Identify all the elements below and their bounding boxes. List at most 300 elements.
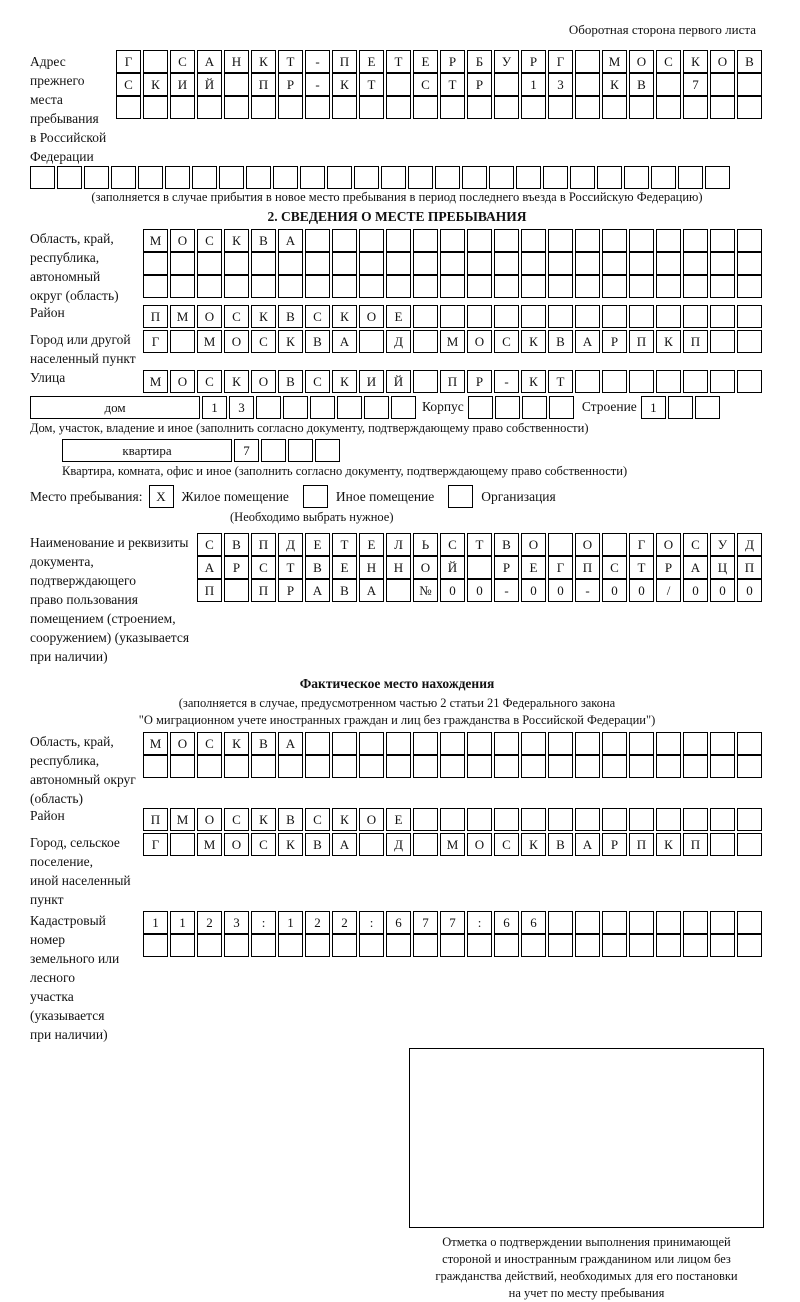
char-cell[interactable] — [440, 755, 465, 778]
char-cell[interactable] — [521, 305, 546, 328]
char-cell[interactable]: С — [305, 305, 330, 328]
char-cell[interactable]: М — [170, 808, 195, 831]
char-cell[interactable] — [278, 275, 303, 298]
char-cell[interactable]: Р — [224, 556, 249, 579]
char-cell[interactable] — [575, 370, 600, 393]
char-cell[interactable] — [651, 166, 676, 189]
char-cell[interactable] — [413, 808, 438, 831]
char-cell[interactable] — [332, 252, 357, 275]
char-cell[interactable] — [710, 252, 735, 275]
char-cell[interactable] — [548, 808, 573, 831]
char-cell[interactable] — [710, 833, 735, 856]
char-cell[interactable] — [170, 934, 195, 957]
cell-row[interactable] — [143, 229, 764, 252]
char-cell[interactable]: С — [170, 50, 195, 73]
cell-row[interactable] — [116, 50, 764, 73]
char-cell[interactable]: Й — [386, 370, 411, 393]
char-cell[interactable] — [602, 911, 627, 934]
char-cell[interactable] — [629, 252, 654, 275]
char-cell[interactable]: 3 — [548, 73, 573, 96]
char-cell[interactable] — [440, 934, 465, 957]
char-cell[interactable] — [251, 275, 276, 298]
char-cell[interactable]: И — [359, 370, 384, 393]
char-cell[interactable]: К — [521, 330, 546, 353]
char-cell[interactable] — [278, 755, 303, 778]
char-cell[interactable]: - — [494, 579, 519, 602]
char-cell[interactable]: Р — [602, 330, 627, 353]
char-cell[interactable]: : — [359, 911, 384, 934]
char-cell[interactable] — [494, 275, 519, 298]
char-cell[interactable] — [575, 229, 600, 252]
char-cell[interactable] — [656, 911, 681, 934]
char-cell[interactable] — [710, 732, 735, 755]
char-cell[interactable]: М — [602, 50, 627, 73]
char-cell[interactable]: К — [251, 50, 276, 73]
char-cell[interactable]: Р — [467, 370, 492, 393]
char-cell[interactable] — [278, 252, 303, 275]
char-cell[interactable]: Л — [386, 533, 411, 556]
char-cell[interactable] — [737, 229, 762, 252]
char-cell[interactable]: - — [575, 579, 600, 602]
char-cell[interactable] — [467, 808, 492, 831]
char-cell[interactable] — [683, 305, 708, 328]
char-cell[interactable] — [305, 732, 330, 755]
char-cell[interactable] — [440, 229, 465, 252]
char-cell[interactable]: 1 — [170, 911, 195, 934]
char-cell[interactable] — [224, 96, 249, 119]
char-cell[interactable] — [305, 755, 330, 778]
cell-row[interactable] — [116, 96, 764, 119]
char-cell[interactable] — [737, 96, 762, 119]
char-cell[interactable] — [710, 229, 735, 252]
char-cell[interactable] — [165, 166, 190, 189]
char-cell[interactable] — [656, 755, 681, 778]
cell-row[interactable] — [143, 370, 764, 393]
char-cell[interactable] — [391, 396, 416, 419]
char-cell[interactable]: Н — [359, 556, 384, 579]
char-cell[interactable] — [548, 732, 573, 755]
char-cell[interactable]: 7 — [413, 911, 438, 934]
char-cell[interactable] — [656, 934, 681, 957]
char-cell[interactable]: С — [656, 50, 681, 73]
char-cell[interactable] — [575, 808, 600, 831]
char-cell[interactable] — [467, 275, 492, 298]
char-cell[interactable] — [224, 755, 249, 778]
char-cell[interactable] — [359, 732, 384, 755]
char-cell[interactable]: С — [251, 833, 276, 856]
char-cell[interactable]: Е — [386, 305, 411, 328]
char-cell[interactable] — [521, 275, 546, 298]
char-cell[interactable]: С — [251, 556, 276, 579]
char-cell[interactable] — [251, 934, 276, 957]
char-cell[interactable]: - — [305, 50, 330, 73]
char-cell[interactable] — [656, 275, 681, 298]
char-cell[interactable]: Г — [548, 556, 573, 579]
char-cell[interactable]: К — [143, 73, 168, 96]
cell-row[interactable] — [143, 252, 764, 275]
char-cell[interactable]: Е — [386, 808, 411, 831]
char-cell[interactable]: М — [197, 833, 222, 856]
char-cell[interactable]: К — [656, 330, 681, 353]
char-cell[interactable] — [354, 166, 379, 189]
char-cell[interactable] — [386, 252, 411, 275]
char-cell[interactable] — [359, 96, 384, 119]
char-cell[interactable] — [521, 252, 546, 275]
char-cell[interactable]: С — [116, 73, 141, 96]
char-cell[interactable]: П — [629, 330, 654, 353]
char-cell[interactable] — [467, 305, 492, 328]
char-cell[interactable] — [629, 305, 654, 328]
char-cell[interactable] — [548, 96, 573, 119]
char-cell[interactable]: С — [197, 370, 222, 393]
char-cell[interactable] — [359, 275, 384, 298]
char-cell[interactable] — [629, 911, 654, 934]
char-cell[interactable] — [737, 275, 762, 298]
char-cell[interactable]: О — [629, 50, 654, 73]
char-cell[interactable] — [435, 166, 460, 189]
char-cell[interactable]: К — [683, 50, 708, 73]
char-cell[interactable] — [283, 396, 308, 419]
char-cell[interactable]: 0 — [548, 579, 573, 602]
char-cell[interactable] — [683, 252, 708, 275]
char-cell[interactable]: К — [224, 229, 249, 252]
char-cell[interactable]: Г — [143, 330, 168, 353]
char-cell[interactable]: Г — [629, 533, 654, 556]
char-cell[interactable] — [668, 396, 693, 419]
char-cell[interactable]: 2 — [197, 911, 222, 934]
char-cell[interactable] — [683, 808, 708, 831]
char-cell[interactable]: Д — [737, 533, 762, 556]
char-cell[interactable] — [278, 96, 303, 119]
char-cell[interactable] — [629, 808, 654, 831]
char-cell[interactable]: П — [143, 305, 168, 328]
char-cell[interactable]: 1 — [202, 396, 227, 419]
char-cell[interactable]: С — [602, 556, 627, 579]
char-cell[interactable]: П — [251, 73, 276, 96]
char-cell[interactable]: М — [143, 370, 168, 393]
char-cell[interactable] — [84, 166, 109, 189]
char-cell[interactable]: А — [332, 833, 357, 856]
char-cell[interactable] — [332, 275, 357, 298]
char-cell[interactable] — [197, 96, 222, 119]
char-cell[interactable]: Р — [521, 50, 546, 73]
cell-row[interactable] — [202, 396, 418, 419]
char-cell[interactable] — [408, 166, 433, 189]
char-cell[interactable]: Д — [386, 833, 411, 856]
char-cell[interactable]: Г — [143, 833, 168, 856]
char-cell[interactable] — [138, 166, 163, 189]
char-cell[interactable] — [197, 252, 222, 275]
char-cell[interactable]: : — [251, 911, 276, 934]
char-cell[interactable]: Е — [521, 556, 546, 579]
char-cell[interactable]: - — [494, 370, 519, 393]
char-cell[interactable]: Г — [116, 50, 141, 73]
char-cell[interactable]: П — [332, 50, 357, 73]
char-cell[interactable] — [386, 934, 411, 957]
char-cell[interactable]: А — [575, 330, 600, 353]
char-cell[interactable]: № — [413, 579, 438, 602]
char-cell[interactable]: А — [197, 50, 222, 73]
char-cell[interactable]: В — [737, 50, 762, 73]
char-cell[interactable] — [737, 732, 762, 755]
char-cell[interactable]: В — [278, 370, 303, 393]
char-cell[interactable] — [224, 252, 249, 275]
char-cell[interactable]: Т — [359, 73, 384, 96]
char-cell[interactable] — [170, 833, 195, 856]
char-cell[interactable]: Р — [602, 833, 627, 856]
char-cell[interactable] — [548, 934, 573, 957]
char-cell[interactable]: Р — [656, 556, 681, 579]
char-cell[interactable]: 7 — [440, 911, 465, 934]
char-cell[interactable] — [602, 934, 627, 957]
char-cell[interactable]: П — [440, 370, 465, 393]
char-cell[interactable]: Т — [386, 50, 411, 73]
char-cell[interactable] — [467, 229, 492, 252]
cell-row[interactable] — [143, 911, 764, 934]
char-cell[interactable]: О — [467, 833, 492, 856]
char-cell[interactable]: К — [656, 833, 681, 856]
char-cell[interactable] — [246, 166, 271, 189]
char-cell[interactable] — [413, 330, 438, 353]
char-cell[interactable] — [516, 166, 541, 189]
char-cell[interactable] — [381, 166, 406, 189]
char-cell[interactable]: Р — [278, 73, 303, 96]
char-cell[interactable] — [737, 833, 762, 856]
char-cell[interactable] — [413, 934, 438, 957]
char-cell[interactable] — [413, 755, 438, 778]
char-cell[interactable]: 0 — [521, 579, 546, 602]
char-cell[interactable] — [602, 533, 627, 556]
char-cell[interactable] — [710, 330, 735, 353]
char-cell[interactable] — [494, 755, 519, 778]
char-cell[interactable] — [629, 96, 654, 119]
cell-row[interactable] — [116, 73, 764, 96]
char-cell[interactable]: 0 — [683, 579, 708, 602]
cell-row[interactable] — [143, 305, 764, 328]
char-cell[interactable]: Ц — [710, 556, 735, 579]
char-cell[interactable]: В — [278, 305, 303, 328]
char-cell[interactable]: А — [683, 556, 708, 579]
char-cell[interactable]: О — [251, 370, 276, 393]
char-cell[interactable] — [224, 275, 249, 298]
char-cell[interactable] — [548, 305, 573, 328]
cell-row[interactable] — [197, 556, 764, 579]
char-cell[interactable]: О — [521, 533, 546, 556]
char-cell[interactable] — [602, 275, 627, 298]
char-cell[interactable]: П — [575, 556, 600, 579]
char-cell[interactable]: А — [278, 229, 303, 252]
cell-row[interactable] — [143, 934, 764, 957]
char-cell[interactable] — [386, 96, 411, 119]
char-cell[interactable]: С — [494, 833, 519, 856]
cell-row[interactable] — [143, 330, 764, 353]
cell-row[interactable] — [641, 396, 722, 419]
char-cell[interactable]: С — [197, 229, 222, 252]
char-cell[interactable] — [467, 934, 492, 957]
char-cell[interactable] — [737, 305, 762, 328]
char-cell[interactable] — [494, 934, 519, 957]
char-cell[interactable]: Т — [548, 370, 573, 393]
char-cell[interactable]: 6 — [521, 911, 546, 934]
char-cell[interactable] — [737, 252, 762, 275]
char-cell[interactable] — [413, 732, 438, 755]
char-cell[interactable]: Н — [224, 50, 249, 73]
char-cell[interactable] — [710, 73, 735, 96]
char-cell[interactable] — [629, 275, 654, 298]
char-cell[interactable] — [386, 755, 411, 778]
char-cell[interactable] — [143, 275, 168, 298]
char-cell[interactable] — [111, 166, 136, 189]
char-cell[interactable]: 3 — [224, 911, 249, 934]
char-cell[interactable]: 6 — [386, 911, 411, 934]
char-cell[interactable]: К — [521, 833, 546, 856]
char-cell[interactable] — [197, 275, 222, 298]
char-cell[interactable]: В — [305, 330, 330, 353]
char-cell[interactable]: А — [359, 579, 384, 602]
char-cell[interactable]: С — [251, 330, 276, 353]
char-cell[interactable] — [386, 275, 411, 298]
char-cell[interactable] — [197, 934, 222, 957]
char-cell[interactable] — [570, 166, 595, 189]
char-cell[interactable] — [413, 96, 438, 119]
checkbox-inoe[interactable] — [303, 485, 328, 508]
char-cell[interactable] — [656, 73, 681, 96]
char-cell[interactable]: А — [278, 732, 303, 755]
char-cell[interactable] — [332, 755, 357, 778]
char-cell[interactable]: С — [224, 305, 249, 328]
char-cell[interactable] — [629, 755, 654, 778]
char-cell[interactable]: О — [170, 229, 195, 252]
char-cell[interactable]: В — [305, 833, 330, 856]
char-cell[interactable]: 1 — [521, 73, 546, 96]
char-cell[interactable] — [624, 166, 649, 189]
char-cell[interactable] — [332, 229, 357, 252]
char-cell[interactable]: О — [413, 556, 438, 579]
char-cell[interactable] — [327, 166, 352, 189]
char-cell[interactable]: О — [170, 732, 195, 755]
char-cell[interactable] — [683, 755, 708, 778]
char-cell[interactable]: О — [197, 305, 222, 328]
char-cell[interactable]: Б — [467, 50, 492, 73]
char-cell[interactable] — [575, 252, 600, 275]
char-cell[interactable] — [467, 252, 492, 275]
char-cell[interactable]: Е — [305, 533, 330, 556]
char-cell[interactable]: С — [305, 808, 330, 831]
char-cell[interactable] — [656, 96, 681, 119]
char-cell[interactable] — [695, 396, 720, 419]
char-cell[interactable] — [192, 166, 217, 189]
char-cell[interactable]: О — [359, 305, 384, 328]
char-cell[interactable]: А — [332, 330, 357, 353]
char-cell[interactable] — [737, 370, 762, 393]
char-cell[interactable] — [575, 96, 600, 119]
char-cell[interactable]: 0 — [440, 579, 465, 602]
char-cell[interactable]: В — [332, 579, 357, 602]
char-cell[interactable] — [683, 370, 708, 393]
char-cell[interactable] — [737, 934, 762, 957]
cell-row[interactable] — [197, 579, 764, 602]
char-cell[interactable] — [683, 911, 708, 934]
char-cell[interactable]: С — [413, 73, 438, 96]
char-cell[interactable] — [656, 370, 681, 393]
char-cell[interactable]: М — [440, 833, 465, 856]
char-cell[interactable] — [300, 166, 325, 189]
char-cell[interactable] — [359, 833, 384, 856]
char-cell[interactable]: О — [467, 330, 492, 353]
char-cell[interactable]: Ь — [413, 533, 438, 556]
char-cell[interactable] — [602, 755, 627, 778]
char-cell[interactable] — [494, 229, 519, 252]
char-cell[interactable] — [494, 252, 519, 275]
checkbox-zhiloe[interactable]: Х — [149, 485, 174, 508]
char-cell[interactable]: В — [548, 330, 573, 353]
char-cell[interactable] — [521, 732, 546, 755]
char-cell[interactable] — [364, 396, 389, 419]
char-cell[interactable]: В — [494, 533, 519, 556]
char-cell[interactable] — [440, 305, 465, 328]
char-cell[interactable] — [251, 96, 276, 119]
cell-row[interactable] — [143, 808, 764, 831]
char-cell[interactable]: О — [170, 370, 195, 393]
char-cell[interactable] — [143, 96, 168, 119]
char-cell[interactable]: 1 — [143, 911, 168, 934]
char-cell[interactable] — [332, 96, 357, 119]
char-cell[interactable]: К — [224, 732, 249, 755]
char-cell[interactable] — [305, 96, 330, 119]
char-cell[interactable]: Е — [359, 50, 384, 73]
char-cell[interactable] — [494, 808, 519, 831]
char-cell[interactable] — [683, 934, 708, 957]
char-cell[interactable] — [170, 330, 195, 353]
char-cell[interactable] — [575, 911, 600, 934]
char-cell[interactable] — [705, 166, 730, 189]
char-cell[interactable] — [332, 934, 357, 957]
cell-row[interactable] — [143, 275, 764, 298]
char-cell[interactable]: С — [197, 533, 222, 556]
char-cell[interactable]: Д — [386, 330, 411, 353]
char-cell[interactable] — [386, 73, 411, 96]
char-cell[interactable]: Й — [440, 556, 465, 579]
char-cell[interactable]: А — [305, 579, 330, 602]
char-cell[interactable]: 6 — [494, 911, 519, 934]
char-cell[interactable] — [737, 330, 762, 353]
char-cell[interactable]: В — [251, 732, 276, 755]
char-cell[interactable] — [737, 755, 762, 778]
char-cell[interactable]: В — [305, 556, 330, 579]
char-cell[interactable]: С — [197, 732, 222, 755]
char-cell[interactable] — [261, 439, 286, 462]
char-cell[interactable]: В — [224, 533, 249, 556]
char-cell[interactable] — [710, 275, 735, 298]
char-cell[interactable] — [143, 755, 168, 778]
char-cell[interactable] — [467, 732, 492, 755]
char-cell[interactable]: М — [440, 330, 465, 353]
char-cell[interactable] — [440, 252, 465, 275]
char-cell[interactable] — [521, 808, 546, 831]
char-cell[interactable] — [413, 305, 438, 328]
char-cell[interactable] — [602, 370, 627, 393]
char-cell[interactable]: С — [683, 533, 708, 556]
char-cell[interactable]: Е — [332, 556, 357, 579]
char-cell[interactable]: П — [197, 579, 222, 602]
char-cell[interactable] — [143, 934, 168, 957]
char-cell[interactable] — [359, 229, 384, 252]
char-cell[interactable] — [224, 579, 249, 602]
char-cell[interactable]: 7 — [683, 73, 708, 96]
char-cell[interactable]: К — [251, 305, 276, 328]
char-cell[interactable]: Т — [278, 556, 303, 579]
char-cell[interactable] — [629, 229, 654, 252]
